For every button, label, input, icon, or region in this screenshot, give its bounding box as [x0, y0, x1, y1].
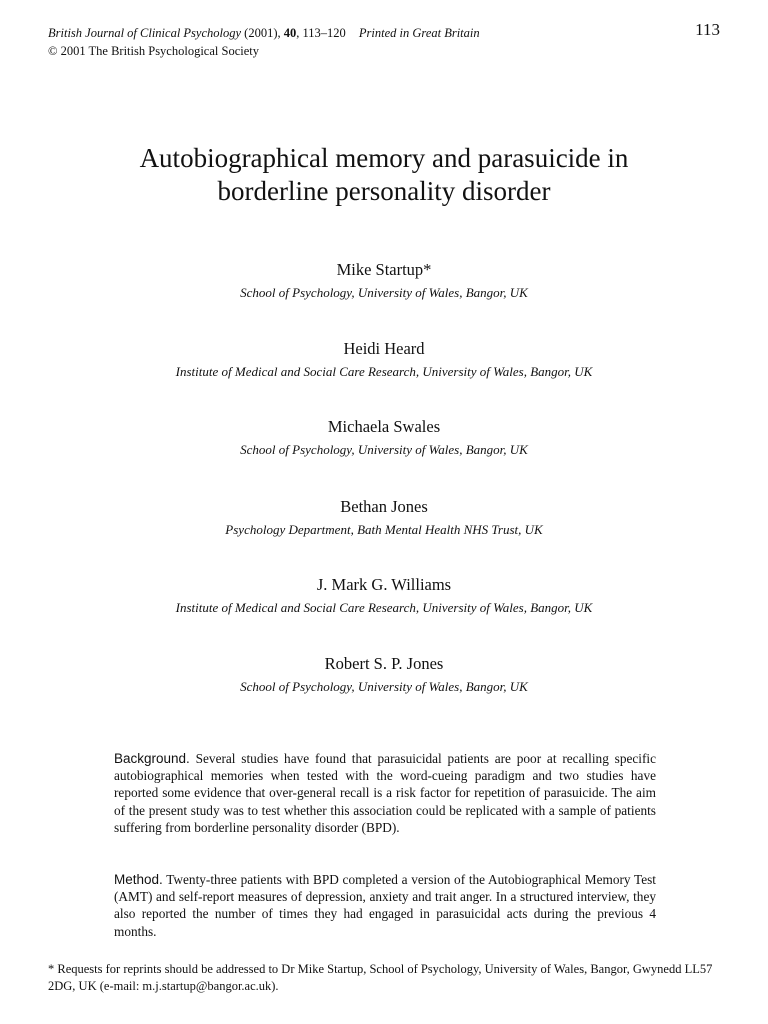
- abstract-background: [114, 750, 656, 836]
- abstract-method: [114, 871, 656, 940]
- author-entry: [40, 416, 728, 459]
- author-entry: [40, 338, 728, 381]
- author-entry: [40, 574, 728, 617]
- page-number: 113: [695, 20, 720, 39]
- title-line-2: borderline personality disorder: [217, 176, 551, 206]
- printed-note: Printed in Great Britain: [358, 26, 480, 40]
- title-line-1: Autobiographical memory and parasuicide in: [139, 143, 629, 173]
- running-head: [48, 24, 480, 60]
- article-title: [40, 142, 728, 208]
- journal-year: (2001),: [244, 26, 281, 40]
- author-name: Robert S. P. Jones: [324, 654, 444, 673]
- author-affiliation: School of Psychology, University of Wales, Bangor, UK: [240, 442, 528, 457]
- author-name: Bethan Jones: [340, 497, 428, 516]
- method-heading: Method.: [114, 872, 163, 887]
- author-affiliation: School of Psychology, University of Wales, Bangor, UK: [240, 679, 528, 694]
- journal-name: British Journal of Clinical Psychology: [48, 26, 242, 40]
- copyright-line: © 2001 The British Psychological Society: [48, 44, 259, 58]
- author-name: Mike Startup*: [336, 260, 432, 279]
- background-text: Several studies have found that parasuicidal patients are poor at recalling specific autobiographical memories when tested with the word-cueing paradigm and two studies have reported some evidence that over-general recall is a risk factor for repetition of parasuicide. The aim of the present study was to test whether this association could be replicated with a sample of patients suffering from borderline personality disorder (BPD).: [114, 751, 657, 835]
- author-affiliation: Institute of Medical and Social Care Research, University of Wales, Bangor, UK: [175, 600, 593, 615]
- author-affiliation: Institute of Medical and Social Care Research, University of Wales, Bangor, UK: [175, 364, 593, 379]
- corresponding-author-footnote: * Requests for reprints should be addressed to Dr Mike Startup, School of Psychology, University of Wales, Bangor, Gwynedd LL57 2DG, UK (e-mail: m.j.startup@bangor.ac.uk).: [48, 962, 713, 993]
- method-text: Twenty-three patients with BPD completed a version of the Autobiographical Memory Test (AMT) and self-report measures of depression, anxiety and trait anger. In a structured interview, they also reported the number of times they had engaged in parasuicidal acts during the previous 4 months.: [114, 872, 656, 939]
- author-entry: [40, 653, 728, 696]
- journal-volume: 40: [283, 26, 297, 40]
- author-name: Heidi Heard: [343, 339, 425, 358]
- author-name: J. Mark G. Williams: [316, 575, 452, 594]
- journal-pages: , 113–120: [296, 26, 346, 40]
- author-entry: [40, 259, 728, 302]
- author-affiliation: Psychology Department, Bath Mental Health NHS Trust, UK: [225, 522, 543, 537]
- citation-line: [48, 24, 480, 42]
- author-name: Michaela Swales: [327, 417, 441, 436]
- author-affiliation: School of Psychology, University of Wales, Bangor, UK: [240, 285, 528, 300]
- author-entry: [40, 496, 728, 539]
- background-heading: Background.: [114, 751, 190, 766]
